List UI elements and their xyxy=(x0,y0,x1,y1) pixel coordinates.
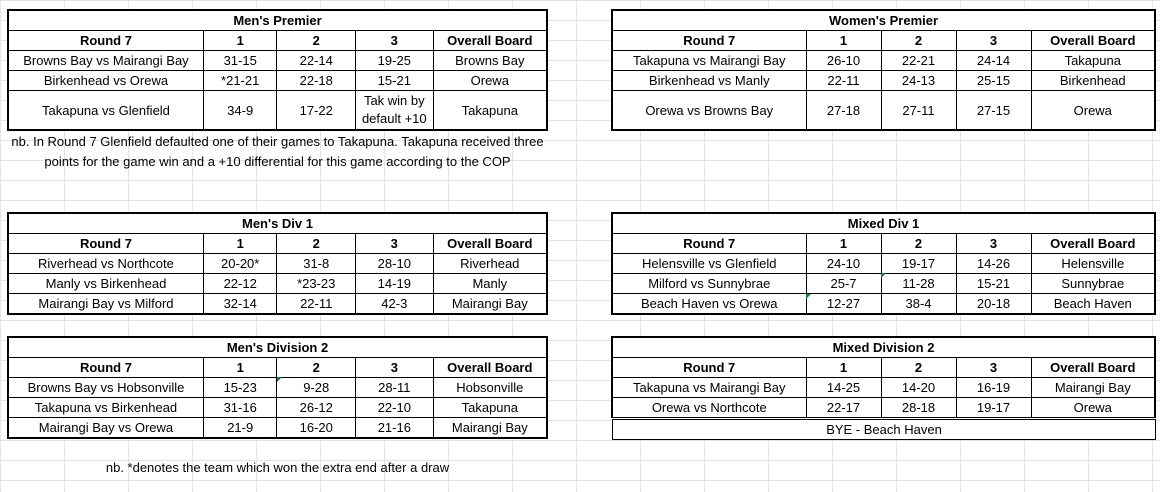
table-row xyxy=(612,254,1155,274)
overall-cell[interactable]: Sunnybrae xyxy=(1031,274,1155,294)
match-cell[interactable]: Takapuna vs Birkenhead xyxy=(8,398,203,418)
overall-cell[interactable]: Manly xyxy=(433,274,547,294)
table-title: Mixed Div 1 xyxy=(612,213,1155,234)
score-cell[interactable]: 22-14 xyxy=(277,51,356,71)
score-cell[interactable]: 28-10 xyxy=(356,254,434,274)
overall-cell[interactable]: Birkenhead xyxy=(1031,71,1155,91)
score-cell[interactable]: 22-12 xyxy=(203,274,277,294)
col-header-game-2: 2 xyxy=(881,234,956,254)
match-cell[interactable]: Milford vs Sunnybrae xyxy=(612,274,806,294)
score-cell[interactable]: 15-21 xyxy=(956,274,1031,294)
score-cell[interactable]: 28-18 xyxy=(881,398,956,418)
score-cell[interactable]: 22-17 xyxy=(806,398,881,418)
match-cell[interactable]: Birkenhead vs Orewa xyxy=(8,71,203,91)
col-header-game-3: 3 xyxy=(356,31,434,51)
table-row xyxy=(612,51,1155,71)
mixed-div1-table xyxy=(611,212,1156,315)
score-cell[interactable]: 14-26 xyxy=(956,254,1031,274)
col-header-game-2: 2 xyxy=(277,358,356,378)
score-cell[interactable]: 24-10 xyxy=(806,254,881,274)
score-cell[interactable]: 31-8 xyxy=(277,254,356,274)
score-cell[interactable]: 15-21 xyxy=(356,71,434,91)
bye-cell[interactable]: BYE - Beach Haven xyxy=(612,419,1156,440)
score-cell[interactable]: *23-23 xyxy=(277,274,356,294)
match-cell[interactable]: Browns Bay vs Mairangi Bay xyxy=(8,51,203,71)
match-cell[interactable]: Birkenhead vs Manly xyxy=(612,71,806,91)
score-cell[interactable]: 22-10 xyxy=(356,398,434,418)
score-cell[interactable]: 25-7 xyxy=(806,274,881,294)
overall-cell[interactable]: Helensville xyxy=(1031,254,1155,274)
col-header-game-1: 1 xyxy=(203,358,277,378)
score-cell[interactable]: 15-23 xyxy=(203,378,277,398)
score-cell[interactable]: *21-21 xyxy=(203,71,277,91)
match-cell[interactable]: Takapuna vs Mairangi Bay xyxy=(612,378,806,398)
col-header-overall: Overall Board xyxy=(433,358,547,378)
col-header-game-3: 3 xyxy=(356,234,434,254)
mixed-div2-table xyxy=(611,336,1156,418)
comment-marker-icon xyxy=(806,294,811,299)
mens-premier-table xyxy=(7,9,548,131)
overall-cell[interactable]: Hobsonville xyxy=(433,378,547,398)
score-cell[interactable]: 14-20 xyxy=(881,378,956,398)
score-cell[interactable]: 31-15 xyxy=(203,51,277,71)
col-header-game-1: 1 xyxy=(203,31,277,51)
col-header-game-2: 2 xyxy=(277,31,356,51)
col-header-game-1: 1 xyxy=(806,31,881,51)
comment-marker-icon xyxy=(881,273,886,278)
score-cell[interactable]: 27-11 xyxy=(881,91,956,131)
overall-cell[interactable]: Mairangi Bay xyxy=(433,418,547,439)
score-cell[interactable]: 21-16 xyxy=(356,418,434,439)
score-cell[interactable]: 38-4 xyxy=(881,294,956,315)
score-cell[interactable]: 31-16 xyxy=(203,398,277,418)
table-title: Women's Premier xyxy=(612,10,1155,31)
col-header-overall: Overall Board xyxy=(1031,31,1155,51)
match-cell[interactable]: Mairangi Bay vs Orewa xyxy=(8,418,203,439)
score-cell[interactable]: 22-18 xyxy=(277,71,356,91)
score-cell[interactable]: 19-17 xyxy=(881,254,956,274)
col-header-game-2: 2 xyxy=(881,31,956,51)
score-cell[interactable]: 11-28 xyxy=(881,274,956,294)
col-header-game-3: 3 xyxy=(356,358,434,378)
overall-cell[interactable]: Takapuna xyxy=(1031,51,1155,71)
match-cell[interactable]: Beach Haven vs Orewa xyxy=(612,294,806,315)
score-cell[interactable]: 19-17 xyxy=(956,398,1031,418)
col-header-game-1: 1 xyxy=(806,234,881,254)
col-header-round: Round 7 xyxy=(8,358,203,378)
col-header-game-2: 2 xyxy=(277,234,356,254)
table-row xyxy=(8,294,547,315)
table-row xyxy=(612,71,1155,91)
match-cell[interactable]: Manly vs Birkenhead xyxy=(8,274,203,294)
match-cell[interactable]: Orewa vs Northcote xyxy=(612,398,806,418)
match-cell[interactable]: Takapuna vs Mairangi Bay xyxy=(612,51,806,71)
score-cell[interactable]: 16-19 xyxy=(956,378,1031,398)
score-cell[interactable]: 42-3 xyxy=(356,294,434,315)
match-cell[interactable]: Riverhead vs Northcote xyxy=(8,254,203,274)
table-row xyxy=(8,71,547,91)
table-row xyxy=(8,254,547,274)
score-cell[interactable]: 21-9 xyxy=(203,418,277,439)
table-row xyxy=(612,398,1155,418)
score-cell[interactable]: 26-10 xyxy=(806,51,881,71)
score-cell[interactable]: 24-13 xyxy=(881,71,956,91)
overall-cell[interactable]: Orewa xyxy=(433,71,547,91)
score-cell[interactable]: 22-21 xyxy=(881,51,956,71)
score-cell[interactable]: 14-19 xyxy=(356,274,434,294)
glenfield-default-note: nb. In Round 7 Glenfield defaulted one of their games to Takapuna. Takapuna received three points for the game win and a +10 differential for this game according to the COP xyxy=(11,134,544,169)
overall-cell[interactable]: Browns Bay xyxy=(433,51,547,71)
score-cell[interactable]: 26-12 xyxy=(277,398,356,418)
table-title: Men's Division 2 xyxy=(8,337,547,358)
col-header-game-1: 1 xyxy=(203,234,277,254)
score-cell[interactable]: 24-14 xyxy=(956,51,1031,71)
score-cell[interactable]: 17-22 xyxy=(277,91,356,131)
table-row xyxy=(8,274,547,294)
col-header-game-3: 3 xyxy=(956,358,1031,378)
score-cell[interactable]: 34-9 xyxy=(203,91,277,131)
mens-div2-table xyxy=(7,336,548,439)
match-cell[interactable]: Orewa vs Browns Bay xyxy=(612,91,806,131)
table-title: Men's Premier xyxy=(8,10,547,31)
col-header-overall: Overall Board xyxy=(433,31,547,51)
col-header-overall: Overall Board xyxy=(1031,358,1155,378)
table-row xyxy=(612,91,1155,131)
score-cell[interactable]: 25-15 xyxy=(956,71,1031,91)
match-cell[interactable]: Helensville vs Glenfield xyxy=(612,254,806,274)
col-header-round: Round 7 xyxy=(612,358,806,378)
overall-cell[interactable]: Takapuna xyxy=(433,398,547,418)
extra-end-note: nb. *denotes the team which won the extra end after a draw xyxy=(105,460,450,475)
col-header-round: Round 7 xyxy=(8,234,203,254)
table-title: Mixed Division 2 xyxy=(612,337,1155,358)
col-header-game-3: 3 xyxy=(956,31,1031,51)
overall-cell[interactable]: Orewa xyxy=(1031,91,1155,131)
overall-cell[interactable]: Takapuna xyxy=(433,91,547,131)
comment-marker-icon xyxy=(277,377,282,382)
score-cell[interactable]: 20-20* xyxy=(203,254,277,274)
table-row xyxy=(8,398,547,418)
overall-cell[interactable]: Mairangi Bay xyxy=(433,294,547,315)
overall-cell[interactable]: Riverhead xyxy=(433,254,547,274)
col-header-round: Round 7 xyxy=(8,31,203,51)
score-cell[interactable]: 16-20 xyxy=(277,418,356,439)
overall-cell[interactable]: Orewa xyxy=(1031,398,1155,418)
match-cell[interactable]: Browns Bay vs Hobsonville xyxy=(8,378,203,398)
table-row xyxy=(8,91,547,131)
col-header-round: Round 7 xyxy=(612,31,806,51)
score-cell[interactable]: 27-15 xyxy=(956,91,1031,131)
score-cell[interactable]: 22-11 xyxy=(806,71,881,91)
table-row xyxy=(612,378,1155,398)
womens-premier-table xyxy=(611,9,1156,131)
score-cell[interactable]: 27-18 xyxy=(806,91,881,131)
table-row xyxy=(612,294,1155,315)
score-cell[interactable]: 20-18 xyxy=(956,294,1031,315)
table-title: Men's Div 1 xyxy=(8,213,547,234)
match-cell[interactable]: Mairangi Bay vs Milford xyxy=(8,294,203,315)
col-header-game-1: 1 xyxy=(806,358,881,378)
overall-cell[interactable]: Beach Haven xyxy=(1031,294,1155,315)
score-cell[interactable]: 12-27 xyxy=(806,294,881,315)
score-cell[interactable]: 19-25 xyxy=(356,51,434,71)
score-cell[interactable]: Tak win by default +10 xyxy=(356,91,434,131)
overall-cell[interactable]: Mairangi Bay xyxy=(1031,378,1155,398)
score-cell[interactable]: 32-14 xyxy=(203,294,277,315)
score-cell[interactable]: 22-11 xyxy=(277,294,356,315)
score-cell[interactable]: 14-25 xyxy=(806,378,881,398)
col-header-round: Round 7 xyxy=(612,234,806,254)
score-cell[interactable]: 9-28 xyxy=(277,378,356,398)
mens-div1-table xyxy=(7,212,548,315)
match-cell[interactable]: Takapuna vs Glenfield xyxy=(8,91,203,131)
col-header-overall: Overall Board xyxy=(1031,234,1155,254)
table-row xyxy=(8,418,547,439)
col-header-overall: Overall Board xyxy=(433,234,547,254)
table-row xyxy=(8,51,547,71)
score-cell[interactable]: 28-11 xyxy=(356,378,434,398)
col-header-game-3: 3 xyxy=(956,234,1031,254)
col-header-game-2: 2 xyxy=(881,358,956,378)
